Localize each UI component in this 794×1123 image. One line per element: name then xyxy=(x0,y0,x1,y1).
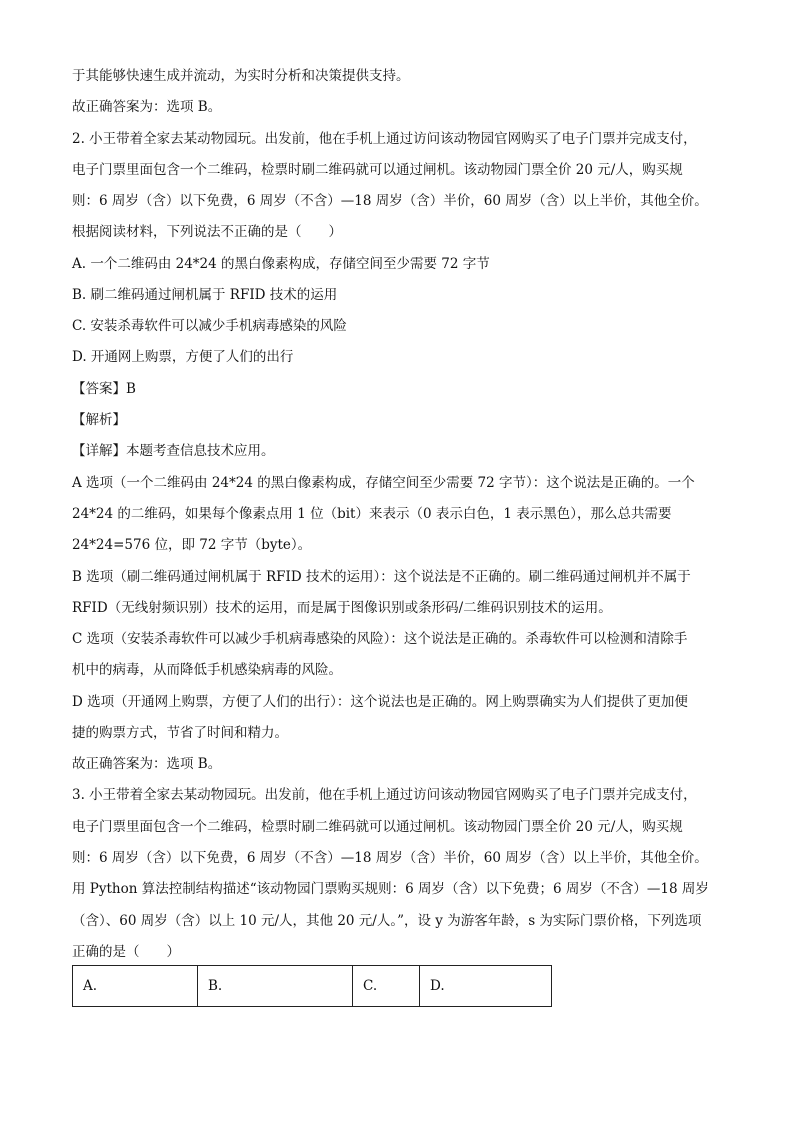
question-2-prompt: 根据阅读材料，下列说法不正确的是（ ） xyxy=(72,224,342,240)
question-2-line: 电子门票里面包含一个二维码，检票时刷二维码就可以通过闸机。该动物园门票全价 20 元/人，购买规 xyxy=(72,162,683,178)
explanation-line: RFID（无线射频识别）技术的运用，而是属于图像识别或条形码/二维码识别技术的运用。 xyxy=(72,600,612,616)
options-table xyxy=(72,965,552,1007)
question-3-line: 用 Python 算法控制结构描述“该动物园门票购买规则：6 周岁（含）以下免费；6 周岁（不含）—18 周岁 xyxy=(72,881,709,897)
question-3-line: （含）、60 周岁（含）以上 10 元/人，其他 20 元/人。”，设 y 为游客年龄，s 为实际门票价格，下列选项 xyxy=(72,913,702,929)
analysis-label: 【解析】 xyxy=(72,412,126,428)
option-cell-a: A. xyxy=(73,966,198,1007)
explanation-line: C 选项（安装杀毒软件可以减少手机病毒感染的风险）：这个说法是正确的。杀毒软件可以检测和清除手 xyxy=(72,631,688,647)
option-cell-b: B. xyxy=(198,966,353,1007)
explanation-line: B 选项（刷二维码通过闸机属于 RFID 技术的运用）：这个说法是不正确的。刷二维码通过闸机并不属于 xyxy=(72,569,691,585)
question-3-line: 3. 小王带着全家去某动物园玩。出发前，他在手机上通过访问该动物园官网购买了电子门票并完成支付， xyxy=(72,787,697,803)
explanation-line: A 选项（一个二维码由 24*24 的黑白像素构成，存储空间至少需要 72 字节）：这个说法是正确的。一个 xyxy=(72,475,695,491)
question-3-line: 则：6 周岁（含）以下免费，6 周岁（不含）—18 周岁（含）半价，60 周岁（含）以上半价，其他全价。 xyxy=(72,850,708,866)
question-2-line: 则：6 周岁（含）以下免费，6 周岁（不含）—18 周岁（含）半价，60 周岁（含）以上半价，其他全价。 xyxy=(72,193,708,209)
question-2-line: 2. 小王带着全家去某动物园玩。出发前，他在手机上通过访问该动物园官网购买了电子门票并完成支付， xyxy=(72,131,697,147)
explanation-line: 机中的病毒，从而降低手机感染病毒的风险。 xyxy=(72,662,342,678)
explanation-line: 24*24=576 位，即 72 字节（byte）。 xyxy=(72,537,312,553)
option-cell-d: D. xyxy=(420,966,552,1007)
option-d: D. 开通网上购票，方便了人们的出行 xyxy=(72,349,294,365)
answer-label: 【答案】B xyxy=(72,381,136,397)
text-line: 于其能够快速生成并流动，为实时分析和决策提供支持。 xyxy=(72,68,410,84)
question-3-prompt: 正确的是（ ） xyxy=(72,944,180,960)
detail-line: 【详解】本题考查信息技术应用。 xyxy=(72,443,275,459)
option-c: C. 安装杀毒软件可以减少手机病毒感染的风险 xyxy=(72,318,347,334)
explanation-line: 捷的购票方式，节省了时间和精力。 xyxy=(72,725,288,741)
option-cell-c: C. xyxy=(353,966,420,1007)
question-3-line: 电子门票里面包含一个二维码，检票时刷二维码就可以通过闸机。该动物园门票全价 20 元/人，购买规 xyxy=(72,819,683,835)
explanation-line: 24*24 的二维码，如果每个像素点用 1 位（bit）来表示（0 表示白色，1 表示黑色），那么总共需要 xyxy=(72,506,672,522)
text-line: 故正确答案为：选项 B。 xyxy=(72,99,222,115)
table-row xyxy=(73,966,552,1007)
conclusion-line: 故正确答案为：选项 B。 xyxy=(72,756,222,772)
option-b: B. 刷二维码通过闸机属于 RFID 技术的运用 xyxy=(72,287,338,303)
option-a: A. 一个二维码由 24*24 的黑白像素构成，存储空间至少需要 72 字节 xyxy=(72,256,490,272)
explanation-line: D 选项（开通网上购票，方便了人们的出行）：这个说法也是正确的。网上购票确实为人们提供了更加便 xyxy=(72,694,688,710)
